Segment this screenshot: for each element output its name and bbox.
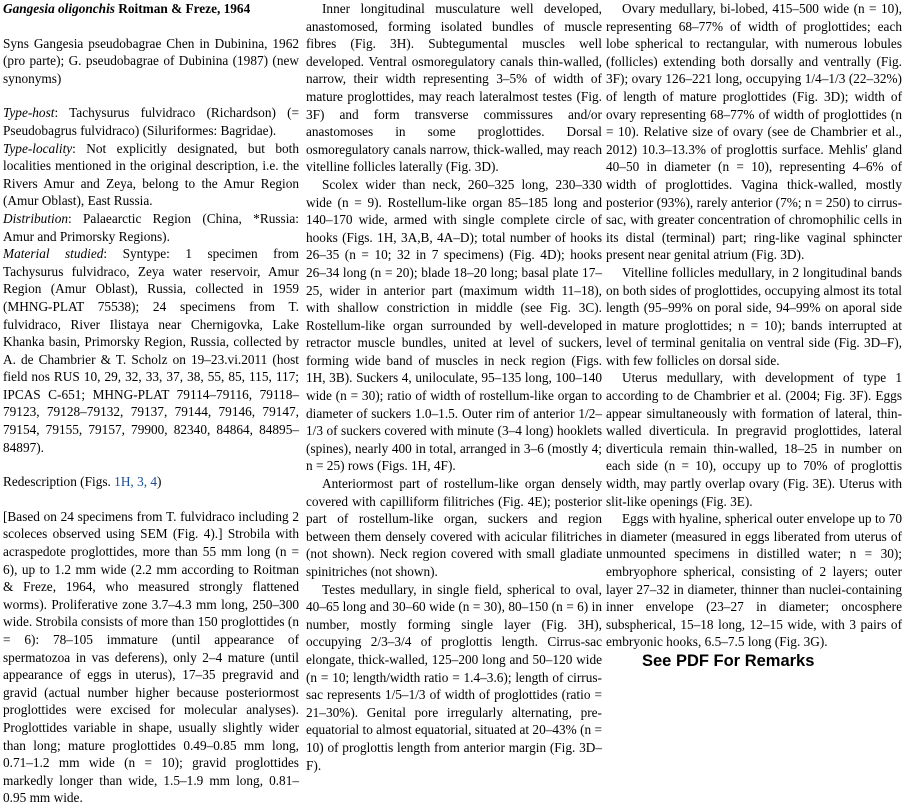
species-name: Gangesia oligonchis xyxy=(3,1,115,16)
synonyms: Syns Gangesia pseudobagrae Chen in Dubinina, 1962 (pro parte); G. pseudobagrae of Dubinina (1987) (new synonyms) xyxy=(3,35,299,86)
paragraph-scolex: Scolex wider than neck, 260–325 long, 230–330 wide (n = 9). Rostellum-like organ 85–185 long and 140–170 wide, armed with single complete circle of hooks (Figs. 1H, 3A,B, 4A–D); total number of hooks 26–35 (n = 10; 32 in 7 specimens) (Fig. 4D); hooks 26–34 long (n = 20); blade 18–20 long; basal plate 17–25, wider in anterior part (maximum width 11–18), with shallow constriction in middle (see Fig. 3C). Rostellum-like organ surrounded by well-developed retractor muscle bundles, united at level of suckers, forming wide band of muscles in neck region (Figs. 1H, 3B). Suckers 4, uniloculate, 95–135 long, 100–140 wide (n = 30); ratio of width of rostellum-like organ to diameter of suckers 1.0–1.5. Outer rim of anterior 1/2–1/3 of suckers covered with minute (3–4 long) hooklets (spines), nearly 400 in total, arranged in 3–6 (mostly 4; n = 25) rows (Figs. 1H, 4F). xyxy=(306,176,602,474)
material-studied xyxy=(3,245,299,456)
column-middle xyxy=(306,0,602,774)
distribution-text: : Palaearctic Region (China, *Russia: Amur and Primorsky Regions). xyxy=(3,210,299,244)
type-locality xyxy=(3,140,299,210)
distribution-label: Distribution xyxy=(3,210,69,226)
type-host-text: : Tachysurus fulvidraco (Richardson) (= Pseudobagrus fulvidraco) (Siluriformes: Bagridae). xyxy=(3,105,299,138)
paragraph-microtriches: Anteriormost part of rostellum-like organ densely covered with capilliform filitriches (Fig. 4E); posterior part of rostellum-like organ, suckers and region between them densely covered with acicular filitriches (not shown). Neck region covered with small gladiate spinitriches (not shown). xyxy=(306,476,602,579)
redescription-body: [Based on 24 specimens from T. fulvidraco including 2 scoleces observed using SEM (Fig. 4).] Strobila with acraspedote proglottides, more than 55 mm long (n = 6), up to 1.2 mm wide (2.2 mm according to Roitman & Freze, 1964, who measured strongly flattened worms). Proliferative zone 3.7–4.3 mm long, 250–300 wide. Strobila consists of more than 150 proglottides (n = 6): 78–105 immature (until appearance of spermatozoa in vas deferens), only 2–4 mature (until appearance of eggs in uterus), 17–35 pregravid and gravid (actual number higher because posteriormost proglottides were excised for molecular analyses). Proglottides variable in shape, usually slightly wider than long; mature proglottides 0.49–0.85 mm long, 0.71–1.2 mm wide (n = 10); gravid proglottides markedly longer than wide, 1.5–1.9 mm long, 0.81–0.95 mm wide. xyxy=(3,508,299,806)
material-text: : Syntype: 1 specimen from Tachysurus fulvidraco, Zeya water reservoir, Amur Region (Amur Oblast), Russia, collected in 1959 (MHNG-PLAT 75538); 24 specimens from T. fulvidraco, River Ilistaya near Chernigovka, Lake Khanka basin, Primorsky Region, Russia, collected by A. de Chambrier & T. Scholz on 19–23.vi.2011 (host field nos RUS 10, 29, 32, 33, 37, 38, 55, 85, 115, 117; IPCAS C-651; MHNG-PLAT 79114–79116, 79118–79123, 79128–79132, 79137, 79144, 79146, 79147, 79154, 79155, 79157, 79900, 82340, 84864, 84895–84897). xyxy=(3,246,299,455)
figure-reference-link[interactable]: 1H, 3, 4 xyxy=(114,474,158,490)
distribution xyxy=(3,210,299,245)
paragraph-uterus: Uterus medullary, with development of type 1 according to de Chambrier et al. (2004; Fig. 3F). Eggs appear simultaneously with formation of lateral, thin-walled diverticula. In pregravid proglottides, lateral diverticula remain thin-walled, 18–25 in number on each side (n = 10), occupy up to 70% of proglottis width, may partly overlap ovary (Fig. 3E). Uterus with slit-like openings (Fig. 3E). xyxy=(606,370,902,509)
species-authors: Roitman & Freze, 1964 xyxy=(114,1,251,16)
see-pdf-remarks: See PDF For Remarks xyxy=(642,652,815,670)
material-label: Material studied xyxy=(3,246,104,262)
paragraph-musculature: Inner longitudinal musculature well developed, anastomosed, forming isolated bundles of muscle fibres (Fig. 3H). Subtegumental muscles well developed. Ventral osmoregulatory canals thin-walled, narrow, their width representing 3–5% of width of mature proglottides, may reach lateralmost testes (Fig. 3F) and form transverse commissures and/or anastomoses in some proglottides. Dorsal osmoregulatory canals narrow, thick-walled, may reach vitelline follicles laterally (Fig. 3D). xyxy=(306,1,602,175)
paragraph-testes: Testes medullary, in single field, spherical to oval, 40–65 long and 30–60 wide (n = 30), 80–150 (n = 6) in number, mostly forming single layer (Fig. 3H), occupying 2/3–3/4 of proglottis length. Cirrus-sac elongate, thick-walled, 125–200 long and 50–120 wide (n = 10; length/width ratio = 1.4–3.6); length of cirrus-sac represents 1/5–1/3 of width of proglottides (ratio = 21–30%). Genital pore irregularly alternating, pre-equatorial to almost equatorial, situated at 20–43% (n = 10) of proglottis length from anterior margin (Fig. 3D–F). xyxy=(306,581,602,773)
redescription-prefix: Redescription (Figs. xyxy=(3,474,115,490)
type-locality-text: : Not explicitly designated, but both localities mentioned in the original description, i.e. the Rivers Amur and Zeya, belong to the Amur Region (Amur Oblast), East Russia. xyxy=(3,140,299,209)
redescription-suffix: ) xyxy=(157,474,162,490)
type-host xyxy=(3,104,299,139)
type-locality-label: Type-locality xyxy=(3,140,73,156)
paragraph-vitelline: Vitelline follicles medullary, in 2 longitudinal bands on both sides of proglottides, occupying almost its total length (95–99% on poral side, 94–99% on aporal side in mature proglottides; n = 10); bands interrupted at level of terminal genitalia on ventral side (Fig. 3D–F), with few follicles on dorsal side. xyxy=(606,264,902,368)
column-right xyxy=(606,0,902,651)
paragraph-eggs: Eggs with hyaline, spherical outer envelope up to 70 in diameter (measured in eggs liberated from uterus of unmounted specimens in distilled water; n = 30); embryophore spherical, consisting of 2 layers; outer layer 27–32 in diameter, thinner than nuclei-containing inner envelope (23–27 in diameter; oncosphere subspherical, 15–18 long, 12–15 wide, with 3 pairs of embryonic hooks, 6.5–7.5 long (Fig. 3G). xyxy=(606,511,902,650)
redescription-heading xyxy=(3,473,299,491)
paragraph-ovary: Ovary medullary, bi-lobed, 415–500 wide (n = 10), representing 68–77% of width of proglottides; each lobe spherical to rectangular, with numerous lobules (follicles) extending both dorsally and ventrally (Fig. 3F); ovary 126–221 long, occupying 1/4–1/3 (22–32%) of length of mature proglottides (Fig. 3D); width of ovary representing 68–77% of width of proglottides (n = 10). Relative size of ovary (see de Chambrier et al., 2012) 10.3–13.3% of proglottis surface. Mehlis' gland 40–50 in diameter (n = 10), representing 4–6% of width of proglottides. Vagina thick-walled, mostly posterior (93%), rarely anterior (7%; n = 250) to cirrus-sac, with greater concentration of chromophilic cells in its distal (terminal) part; ring-like vaginal sphincter present near genital atrium (Fig. 3D). xyxy=(606,1,902,263)
species-title xyxy=(3,0,299,18)
column-left xyxy=(3,0,299,807)
type-host-label: Type-host xyxy=(3,105,55,121)
